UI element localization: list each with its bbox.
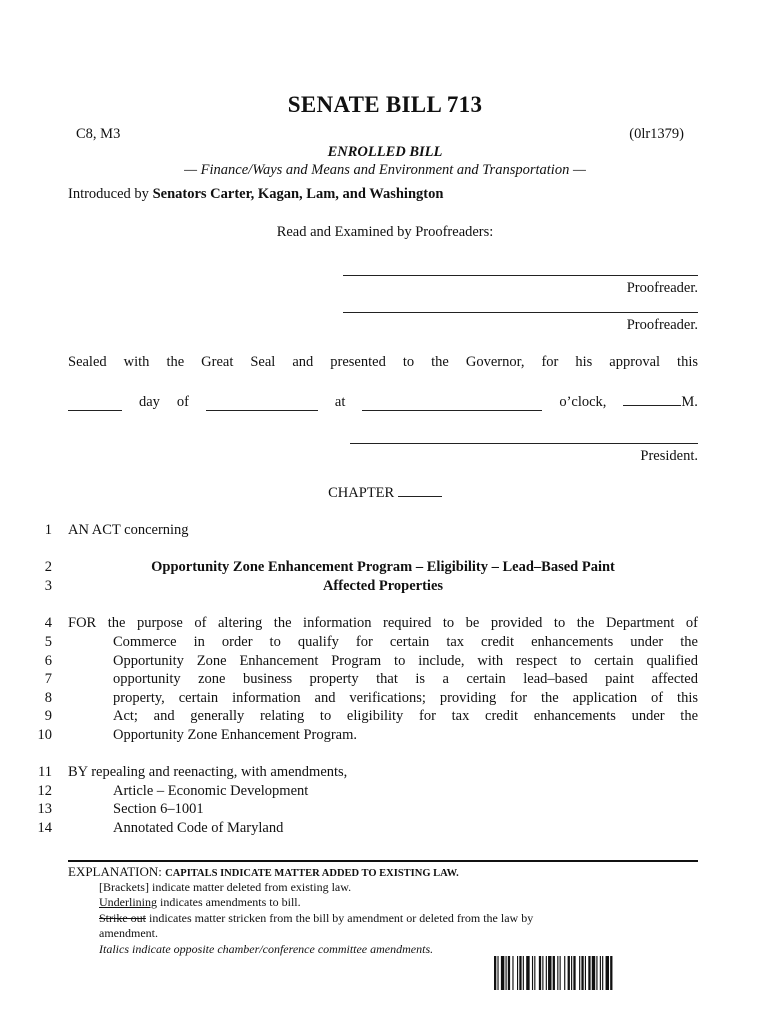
- barcode-bar: [508, 956, 510, 990]
- meridiem-label: M.: [681, 394, 698, 410]
- barcode-bar: [568, 956, 570, 990]
- barcode-bar: [571, 956, 572, 990]
- barcode-bar: [585, 956, 586, 990]
- explanation-brackets: [99, 880, 351, 895]
- barcode-bar: [592, 956, 595, 990]
- barcode-bar: [573, 956, 575, 990]
- line-number: 14: [37, 820, 52, 836]
- meridiem-blank: [623, 391, 681, 406]
- barcode-bar: [512, 956, 513, 990]
- line-number: 9: [44, 708, 52, 724]
- line-number: 7: [44, 671, 52, 687]
- bill-title: SENATE BILL 713: [287, 92, 483, 117]
- of-label: of: [176, 394, 189, 410]
- introduced-prefix: Introduced by: [68, 186, 153, 202]
- brackets-word: [Brackets]: [99, 880, 149, 894]
- line-number: 11: [38, 764, 52, 780]
- proofreaders-heading: Read and Examined by Proofreaders:: [276, 224, 494, 240]
- bill-code-left: C8, M3: [76, 126, 121, 142]
- brackets-rest: indicate matter deleted from existing law.: [148, 880, 352, 894]
- proofreader-signature-line-1: [343, 275, 698, 276]
- month-blank: [206, 396, 318, 411]
- barcode-bar: [494, 956, 496, 990]
- barcode-bar: [557, 956, 558, 990]
- explanation-capitals: CAPITALS INDICATE MATTER ADDED TO EXISTING LAW.: [165, 868, 459, 879]
- barcode-bar: [602, 956, 603, 990]
- enrolled-label: ENROLLED BILL: [327, 144, 443, 160]
- purpose-line: property, certain information and verifications; providing for the application of this: [113, 690, 698, 706]
- chapter-blank: [398, 484, 442, 497]
- barcode-bar: [579, 956, 580, 990]
- barcode-bar: [548, 956, 551, 990]
- purpose-line: Opportunity Zone Enhancement Program to include, with respect to certain qualified: [113, 653, 698, 669]
- line-number: 5: [44, 634, 52, 650]
- strikeout-word: Strike out: [99, 911, 146, 925]
- barcode-bar: [501, 956, 504, 990]
- line-number: 3: [44, 578, 52, 594]
- by-section: Section 6–1001: [113, 801, 204, 817]
- sealed-statement: Sealed with the Great Seal and presented to the Governor, for his approval this: [68, 354, 698, 370]
- barcode-bar: [588, 956, 590, 990]
- purpose-line: Commerce in order to qualify for certain tax credit enhancements under the: [113, 634, 698, 650]
- by-code: Annotated Code of Maryland: [113, 820, 284, 836]
- committees: — Finance/Ways and Means and Environment and Transportation —: [184, 162, 586, 178]
- chapter-label: CHAPTER: [328, 485, 395, 501]
- line-number: 6: [44, 653, 52, 669]
- barcode-bar: [606, 956, 609, 990]
- barcode-bar: [600, 956, 601, 990]
- purpose-line: Act; and generally relating to eligibility for tax credit enhancements under the: [113, 708, 698, 724]
- by-article: Article – Economic Development: [113, 783, 309, 799]
- barcode-bar: [532, 956, 533, 990]
- by-clause: BY repealing and reenacting, with amendments,: [68, 764, 348, 780]
- line-number: 13: [37, 801, 52, 817]
- line-number: 1: [44, 522, 52, 538]
- date-time-fill-row: [68, 391, 698, 411]
- chapter-line: [0, 484, 770, 502]
- act-title-line-1: Opportunity Zone Enhancement Program – Eligibility – Lead–Based Paint: [151, 559, 615, 575]
- proofreader-signature-line-2: [343, 312, 698, 313]
- strikeout-rest: indicates matter stricken from the bill by amendment or deleted from the law by: [146, 911, 534, 925]
- barcode-bar: [534, 956, 535, 990]
- act-title-line-2: Affected Properties: [322, 578, 444, 594]
- proofreader-label-1: Proofreader.: [626, 280, 698, 296]
- meridiem-field: [623, 391, 698, 411]
- barcode-bar: [519, 956, 521, 990]
- purpose-line: Opportunity Zone Enhancement Program.: [113, 727, 358, 743]
- bill-code-right: (0lr1379): [629, 126, 684, 142]
- explanation-underlining: [99, 895, 301, 910]
- barcode-bar: [526, 956, 529, 990]
- barcode-bar: [610, 956, 612, 990]
- day-blank: [68, 396, 122, 411]
- explanation-separator: [68, 860, 698, 862]
- barcode-bar: [506, 956, 507, 990]
- purpose-line: FOR the purpose of altering the information required to be provided to the Department of: [68, 615, 698, 631]
- barcode-bar: [553, 956, 555, 990]
- barcode-bar: [523, 956, 524, 990]
- president-label: President.: [640, 448, 698, 464]
- line-number: 10: [37, 727, 52, 743]
- proofreader-label-2: Proofreader.: [626, 317, 698, 333]
- barcode-bar: [581, 956, 583, 990]
- oclock-label: o’clock,: [559, 394, 607, 410]
- purpose-line: opportunity zone business property that is a certain lead–based paint affected: [113, 671, 698, 687]
- explanation-strikeout-cont: amendment.: [99, 926, 158, 940]
- explanation-heading: [68, 864, 459, 880]
- time-blank: [362, 396, 542, 411]
- at-label: at: [334, 394, 346, 410]
- line-number: 8: [44, 690, 52, 706]
- explanation-label: EXPLANATION:: [68, 864, 166, 879]
- line-number: 4: [44, 615, 52, 631]
- barcode-bar: [517, 956, 518, 990]
- barcode-bar: [546, 956, 547, 990]
- barcode-bar: [596, 956, 597, 990]
- explanation-strikeout: [99, 911, 533, 926]
- underlining-rest: indicates amendments to bill.: [157, 895, 301, 909]
- barcode-bar: [560, 956, 561, 990]
- president-signature-line: [350, 443, 698, 444]
- barcode-bar: [542, 956, 543, 990]
- barcode-image: [494, 956, 680, 990]
- barcode-bar: [564, 956, 565, 990]
- barcode-bar: [497, 956, 498, 990]
- day-label: day: [138, 394, 160, 410]
- underlining-word: Underlining: [99, 895, 157, 909]
- sponsors: Senators Carter, Kagan, Lam, and Washington: [152, 186, 444, 202]
- act-concerning: AN ACT concerning: [68, 522, 189, 538]
- introduced-by: [68, 186, 443, 203]
- line-number: 12: [37, 783, 52, 799]
- barcode-bar: [539, 956, 541, 990]
- explanation-italics: Italics indicate opposite chamber/conference committee amendments.: [99, 942, 434, 956]
- line-number: 2: [44, 559, 52, 575]
